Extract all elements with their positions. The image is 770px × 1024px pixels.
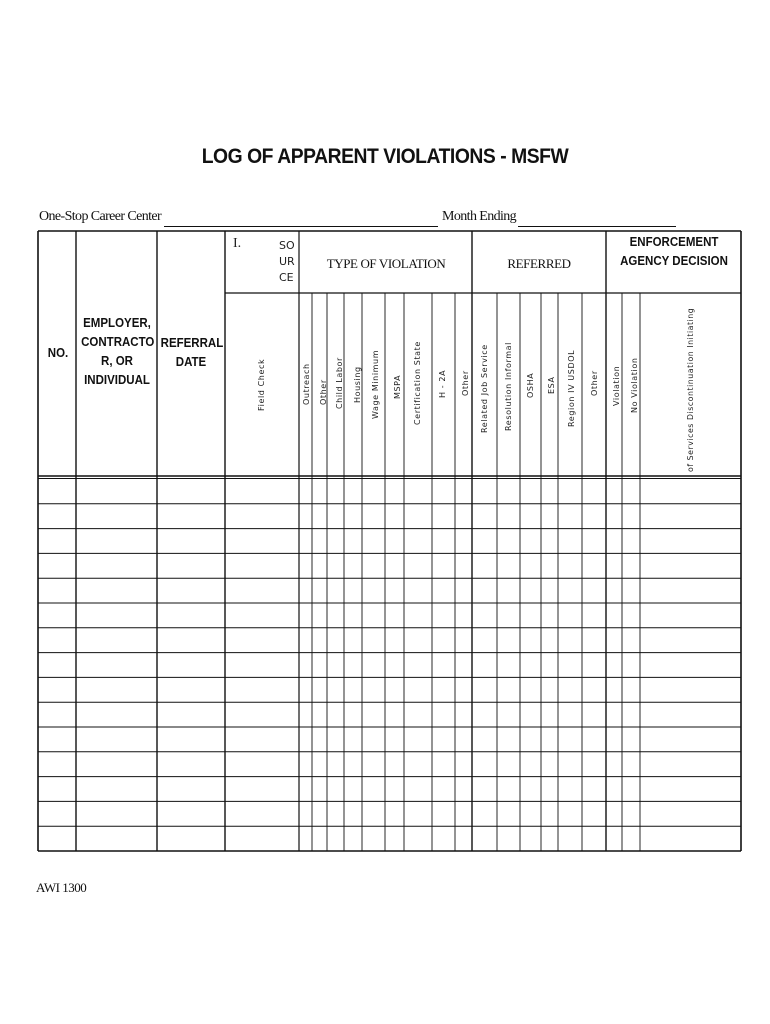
label-mspa: MSPA	[393, 374, 402, 399]
label-violation: Violation	[612, 365, 621, 406]
label-field-check: Field Check	[257, 358, 266, 411]
label-no-violation: No Violation	[630, 357, 639, 413]
source-label-line: CE	[279, 271, 294, 284]
label-other-source: Other	[319, 379, 328, 405]
header-employer: EMPLOYER, CONTRACTO R, OR INDIVIDUAL	[81, 316, 155, 387]
label-discontinuation: of Services Discontinuation Initiating	[686, 307, 695, 472]
label-related-job-service: Related Job Service	[480, 344, 489, 433]
label-wage-minimum: Wage Minimum	[371, 349, 380, 419]
label-esa: ESA	[547, 376, 556, 394]
label-resolution-informal: Resolution Informal	[504, 342, 513, 431]
source-label-line: SO	[279, 239, 295, 252]
source-mark: I.	[233, 236, 242, 251]
center-label: One-Stop Career Center	[39, 209, 162, 224]
label-h2a: H - 2A	[438, 369, 447, 398]
header-type-of-violation: TYPE OF VIOLATION	[326, 256, 446, 271]
label-housing: Housing	[353, 366, 362, 403]
label-region-iv-usdol: Region IV USDOL	[567, 349, 576, 427]
label-child-labor: Child Labor	[335, 357, 344, 409]
source-label-line: UR	[279, 255, 295, 268]
label-osha: OSHA	[526, 372, 535, 398]
label-certification-state: Certification State	[413, 341, 422, 425]
label-outreach: Outreach	[302, 363, 311, 405]
month-label: Month Ending	[442, 209, 517, 224]
header-referred: REFERRED	[507, 256, 571, 271]
header-enforcement: ENFORCEMENT AGENCY DECISION	[620, 235, 728, 268]
label-other-violation: Other	[461, 370, 470, 396]
form-number: AWI 1300	[36, 880, 87, 895]
label-other-referred: Other	[590, 370, 599, 396]
header-no: NO.	[47, 346, 69, 360]
page-title: LOG OF APPARENT VIOLATIONS - MSFW	[201, 145, 569, 168]
source-label	[279, 238, 295, 286]
header-referral-date: REFERRAL DATE	[160, 336, 224, 369]
